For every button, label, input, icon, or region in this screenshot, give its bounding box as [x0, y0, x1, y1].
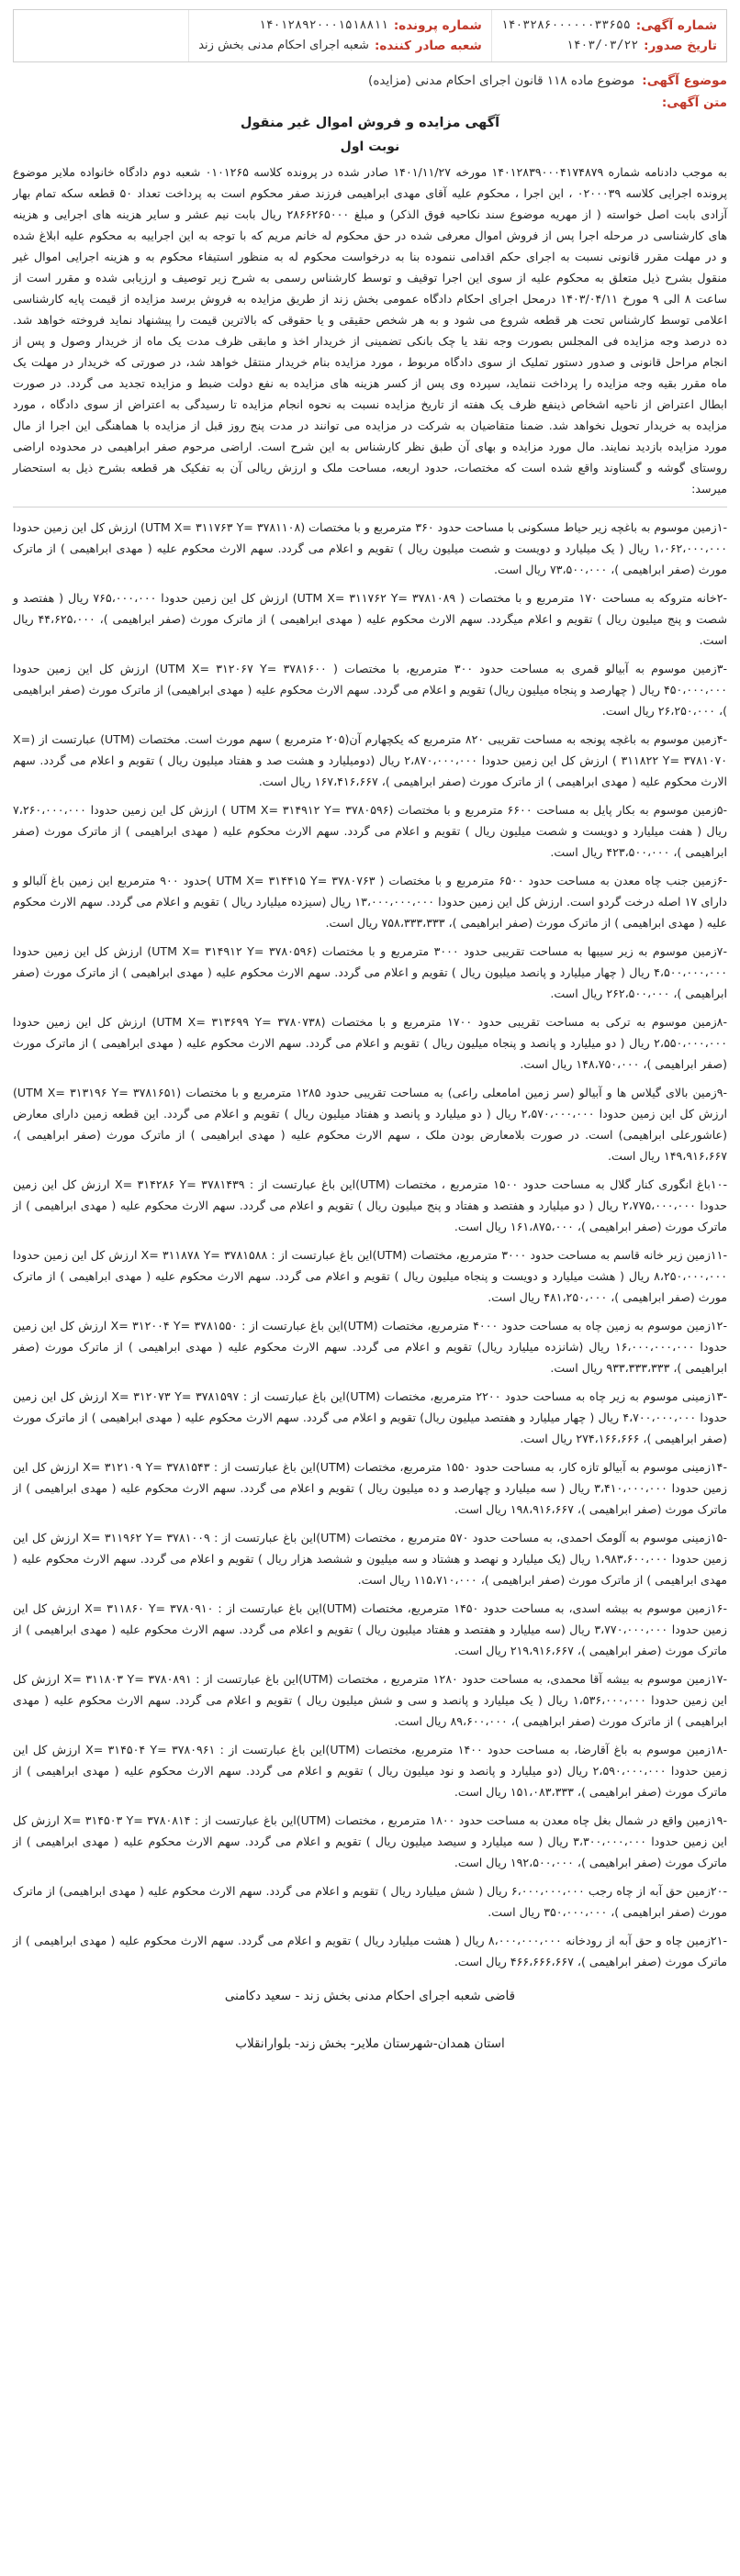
property-item-3: -۳زمین موسوم به آبیالو قمری به مساحت حدود ۳۰۰ مترمربع، با مختصات ( UTM X= ۳۱۲۰۶۷ Y= ۳۷۸۱۶۰۰) ارزش کل این زمین حدودا ۴۵۰،۰۰۰،۰۰۰ ریال ( چهارصد و پنجاه میلیون ریال) تقویم و اعلام می گردد. سهم الارث محکوم علیه ( مهدی ابراهیمی) از ماترک مورث (صفر ابراهیمی )، ۲۶،۲۵۰،۰۰۰ ریال است. — [13, 662, 727, 718]
body-paragraph: به موجب دادنامه شماره ۱۴۰۱۲۸۳۹۰۰۰۴۱۷۴۸۷۹ مورخه ۱۴۰۱/۱۱/۲۷ صادر شده در پرونده کلاسه ۰۱۰۱۲۶۵ شعبه دوم دادگاه خانواده ملایر موضوع پرونده اجرایی کلاسه ۰۲۰۰۰۳۹ ، این اجرا ، محکوم علیه آقای مهدی ابراهیمی فرزند صفر محکوم است به پرداخت تعداد ۵۰ قطعه سکه تمام بهار آزادی بابت اصل خواسته ( از مهریه موضوع سند نکاحیه فوق الذکر) و مبلغ ۲۸۶۶۲۶۵۰۰۰ ریال بابت نیم عشر و سایر هزینه های اجرایی و هزینه های کارشناسی در مرحله اجرا پس از فروش اموال معرفی شده در حق محکوم له خانم مریم که با توجه به این اجراییه به محکوم علیه ابلاغ شده و در مهلت مقرر قانونی نسبت به اجرای حکم اقدامی ننموده بنا به درخواست محکوم له به منظور استیفاء محکوم به و هزینه اجرایی اموال غیر منقول بشرح ذیل متعلق به محکوم علیه از سوی این اجرا توقیف و توسط کارشناس رسمی به شرح زیر توصیف و ارزیابی شده و مقرر است از ساعت ۸ الی ۹ مورخ ۱۴۰۳/۰۴/۱۱ درمحل اجرای احکام دادگاه عمومی بخش زند از طریق مزایده به فروش برسد مزایده از قیمت پایه کارشناسی اعلامی توسط کارشناس تحت هر قطعه شروع می شود و به هر شخص حقیقی و یا حقوقی که بالاترین قیمت را پیشنهاد نماید فروخته خواهد شد. ده درصد وجه مزایده فی المجلس بصورت وجه نقد یا چک بانکی تضمینی از خریدار اخذ و مابقی ظرف مدت یک ماه از خریدار وصول و پس از انجام مراحل قانونی و صدور دستور تملیک از سوی دادگاه مربوط ، مورد مزایده بنام خریدار منتقل خواهد شد، در صورتی که خریدار در مهلت یک ماه مقرر بقیه وجه مزایده را پرداخت ننماید، سپرده وی پس از کسر هزینه های مزایده به نفع دولت ضبط و مزایده تجدید می گردد. در صورت ابطال اعتراض از ناحیه اشخاص ذینفع ظرف یک هفته از تاریخ مزایده نسبت به نحوه انجام مزایده تا رسیدگی به اعتراض از سوی دادگاه ، مورد مزایده به خریدار تحویل نخواهد شد. ضمنا متقاضیان به شرکت در مزایده می توانند در مدت پنج روز قبل از مزایده با هماهنگی این اجرا از مال مورد مزایده بازدید نمایند. مال مورد مزایده و بهای آن طبق نظر کارشناس به این شرح است. اراضی مرحوم صفر ابراهیمی در محدوده اراضی روستای گوشه و گسناوند واقع شده است که مختصات، حدود اربعه، مساحت ملک و ارزش ریالی آن به تفکیک هر قطعه بشرح ذیل به استحضار میرسد: — [13, 165, 728, 496]
property-item-11: -۱۱زمین زیر خانه قاسم به مساحت حدود ۳۰۰۰ مترمربع، مختصات (UTM)این باغ عبارتست از : X= ۳۱۱۸۷۸ Y= ۳۷۸۱۵۸۸ ارزش کل این زمین حدودا ۸،۲۵۰،۰۰۰،۰۰۰ ریال ( هشت میلیارد و دویست و پنجاه میلیون ریال ) تقویم و اعلام می گردد. سهم الارث محکوم علیه ( مهدی ابراهیمی ) از ماترک مورث (صفر ابراهیمی )، ۴۸۱،۲۵۰،۰۰۰ ریال است. — [13, 1248, 727, 1304]
header-col-case — [188, 10, 491, 61]
notice-header — [13, 9, 727, 62]
property-item-21: -۲۱زمین چاه و حق آبه از رودخانه ۸،۰۰۰،۰۰۰،۰۰۰ ریال ( هشت میلیارد ریال ) تقویم و اعلام می گردد. سهم الارث محکوم علیه ( مهدی ابراهیمی ) از ماترک مورث (صفر ابراهیمی )، ۴۶۶،۶۶۶،۶۶۷ ریال است. — [13, 1934, 727, 1968]
issue-date: ۱۴۰۳/۰۳/۲۲ — [566, 39, 639, 52]
branch-label: شعبه صادر کننده: — [374, 39, 482, 53]
property-item-18: -۱۸زمین موسوم به باغ آقارضا، به مساحت حدود ۱۴۰۰ مترمربع، مختصات (UTM)این باغ عبارتست از : X= ۳۱۴۵۰۴ Y= ۳۷۸۰۹۶۱ ارزش کل این زمین حدودا ۲،۵۹۰،۰۰۰،۰۰۰ ریال (دو میلیارد و پانصد و نود میلیون ریال ) تقویم و اعلام می گردد. سهم الارث محکوم علیه ( مهدی ابراهیمی ) از ماترک مورث (صفر ابراهیمی )، ۱۵۱،۰۸۳،۳۳۳ ریال است. — [13, 1743, 727, 1799]
notice-number: ۱۴۰۳۲۸۶۰۰۰۰۰۰۳۳۶۵۵ — [500, 18, 631, 32]
property-list — [13, 517, 727, 1972]
property-item-4: -۴زمین موسوم به باغچه پونجه به مساحت تقریبی ۸۲۰ مترمربع که یکچهارم آن(۲۰۵ مترمربع ) سهم مورث است. مختصات (UTM) عبارتست از (X= ۳۱۱۸۲۲ Y= ۳۷۸۱۰۷۰ ) ارزش کل این زمین حدودا ۲،۸۷۰،۰۰۰،۰۰۰ ریال (دومیلیارد و هشت صد و هفتاد میلیون ریال ) تقویم و اعلام می گردد. سهم الارث محکوم علیه ( مهدی ابراهیمی ) از ماترک مورث (صفر ابراهیمی )، ۱۶۷،۴۱۶،۶۶۷ ریال است. — [13, 732, 728, 788]
subject-label: موضوع آگهی: — [642, 73, 727, 88]
property-item-2: -۲خانه متروکه به مساحت ۱۷۰ مترمربع و با مختصات ( UTM X= ۳۱۱۷۶۲ Y= ۳۷۸۱۰۸۹) ارزش کل این زمین حدودا ۷۶۵،۰۰۰،۰۰۰ ریال ( هفتصد و شصت و پنج میلیون ریال ) تقویم و اعلام میگردد. سهم الارث محکوم علیه ( مهدی ابراهیمی ) از ماترک مورث (صفر ابراهیمی )، ۴۴،۶۲۵،۰۰۰ ریال است. — [13, 591, 728, 647]
property-item-8: -۸زمین موسوم به ترکی به مساحت تقریبی حدود ۱۷۰۰ مترمربع و با مختصات (UTM X= ۳۱۳۶۹۹ Y= ۳۷۸۰۷۳۸) ارزش کل این زمین حدودا ۲،۵۵۰،۰۰۰،۰۰۰ ریال ( دو میلیارد و پانصد و پنجاه میلیون ریال ) تقویم و اعلام می گردد. سهم الارث محکوم علیه ( مهدی ابراهیمی ) از ماترک مورث (صفر ابراهیمی )، ۱۴۸،۷۵۰،۰۰۰ ریال است. — [13, 1015, 727, 1071]
notice-number-row — [501, 16, 717, 36]
property-item-13: -۱۳زمینی موسوم به زیر چاه به مساحت حدود ۲۲۰۰ مترمربع، مختصات (UTM)این باغ عبارتست از : X= ۳۱۲۰۷۳ Y= ۳۷۸۱۵۹۷ ارزش کل این زمین حدودا ۴،۷۰۰،۰۰۰،۰۰۰ ریال ( چهار میلیارد و هفتصد میلیون ریال) تقویم و اعلام می گردد. سهم الارث محکوم علیه ( مهدی ابراهیمی ) از ماترک مورث (صفر ابراهیمی )، ۲۷۴،۱۶۶،۶۶۶ ریال است. — [13, 1389, 727, 1445]
property-item-1: -۱زمین موسوم به باغچه زیر حیاط مسکونی با مساحت حدود ۳۶۰ مترمربع و با مختصات (UTM X= ۳۱۱۷۶۳ Y= ۳۷۸۱۱۰۸) ارزش کل این زمین حدودا ۱،۰۶۲،۰۰۰،۰۰۰ ریال ( یک میلیارد و دویست و شصت میلیون ریال ) تقویم و اعلام می گردد. سهم الارث محکوم علیه ( مهدی ابراهیمی ) از ماترک مورث (صفر ابراهیمی )، ۷۳،۵۰۰،۰۰۰ ریال است. — [13, 520, 728, 576]
case-number-row — [198, 16, 482, 36]
property-item-17: -۱۷زمین موسوم به بیشه آقا محمدی، به مساحت حدود ۱۲۸۰ مترمربع ، مختصات (UTM)این باغ عبارتست از : X= ۳۱۱۸۰۳ Y= ۳۷۸۰۸۹۱ ارزش کل این زمین حدودا ۱،۵۳۶،۰۰۰،۰۰۰ ریال ( یک میلیارد و پانصد و سی و شش میلیون ریال ) تقویم و اعلام می گردد. سهم الارث محکوم علیه ( مهدی ابراهیمی ) از ماترک مورث (صفر ابراهیمی )، ۸۹،۶۰۰،۰۰۰ ریال است. — [13, 1672, 728, 1728]
property-item-9: -۹زمین بالای گیلاس ها و آبیالو (سر زمین امامعلی راعی) به مساحت تقریبی حدود ۱۲۸۵ مترمربع و با مختصات (UTM X= ۳۱۳۱۹۶ Y= ۳۷۸۱۶۵۱) ارزش کل این زمین حدودا ۲،۵۷۰،۰۰۰،۰۰۰ ریال ( دو میلیارد و پانصد و هفتاد میلیون ریال ) تقویم و اعلام می گردد. این قطعه زمین دارای معارض (عاشورعلی ابراهیمی) است. در صورت بلامعارض بودن ملک ، سهم الارث محکوم علیه ( مهدی ابراهیمی ) از ماترک مورث (صفر ابراهیمی )، ۱۴۹،۹۱۶،۶۶۷ ریال است. — [13, 1086, 728, 1163]
court-address: استان همدان-شهرستان ملایر- بخش زند- بلوارانقلاب — [235, 2036, 505, 2051]
text-label: متن آگهی: — [661, 95, 727, 110]
subject-block — [13, 70, 727, 114]
property-item-16: -۱۶زمین موسوم به بیشه اسدی، به مساحت حدود ۱۴۵۰ مترمربع، مختصات (UTM)این باغ عبارتست از : X= ۳۱۱۸۶۰ Y= ۳۷۸۰۹۱۰ ارزش کل این زمین حدودا ۳،۷۷۰،۰۰۰،۰۰۰ ریال (سه میلیارد و هفتصد و هفتاد میلیون ریال ) تقویم و اعلام می گردد. سهم الارث محکوم علیه ( مهدی ابراهیمی ) از ماترک مورث (صفر ابراهیمی )، ۲۱۹،۹۱۶،۶۶۷ ریال است. — [13, 1601, 727, 1657]
text-label-row — [13, 92, 727, 114]
property-item-6: -۶زمین جنب چاه معدن به مساحت حدود ۶۵۰۰ مترمربع و با مختصات ( UTM X= ۳۱۴۴۱۵ Y= ۳۷۸۰۷۶۳ )حدود ۹۰۰ مترمربع این زمین باغ آلبالو و دارای ۱۷ اصله درخت گردو است. ارزش کل این زمین حدودا ۱۳،۰۰۰،۰۰۰،۰۰۰ ریال (سیزده میلیارد ریال ) تقویم و اعلام می گردد. سهم الارث محکوم علیه ( مهدی ابراهیمی ) از ماترک مورث (صفر ابراهیمی )، ۷۵۸،۳۳۳،۳۳۳ ریال است. — [13, 874, 727, 930]
property-item-14: -۱۴زمینی موسوم به آبیالو تازه کار، به مساحت حدود ۱۵۵۰ مترمربع، مختصات (UTM)این باغ عبارتست از : X= ۳۱۲۱۰۹ Y= ۳۷۸۱۵۴۳ ارزش کل این زمین حدودا ۳،۴۱۰،۰۰۰،۰۰۰ ریال ( سه میلیارد و چهارصد و ده میلیون ریال ) تقویم و اعلام می گردد. سهم الارث محکوم علیه ( مهدی ابراهیمی ) از ماترک مورث (صفر ابراهیمی )، ۱۹۸،۹۱۶،۶۶۷ ریال است. — [13, 1460, 727, 1516]
notice-number-label: شماره آگهی: — [635, 18, 717, 33]
issue-date-label: تاریخ صدور: — [644, 39, 717, 53]
branch-row — [198, 36, 482, 56]
branch-name: شعبه اجرای احکام مدنی بخش زند — [198, 39, 369, 52]
property-item-5: -۵زمین موسوم به بکار پایل به مساحت ۶۶۰۰ مترمربع و با مختصات (UTM X= ۳۱۴۹۱۲ Y= ۳۷۸۰۵۹۶ ) ارزش کل این زمین حدودا ۷،۲۶۰،۰۰۰،۰۰۰ ریال ( هفت میلیارد و دویست و شصت میلیون ریال ) تقویم و اعلام می گردد. سهم الارث محکوم علیه ( مهدی ابراهیمی ) از ماترک مورث (صفر ابراهیمی )، ۴۲۳،۵۰۰،۰۰۰ ریال است. — [13, 803, 727, 859]
subject-value: موضوع ماده ۱۱۸ قانون اجرای احکام مدنی (مزایده) — [368, 73, 635, 88]
property-item-12: -۱۲زمین موسوم به زمین چاه به مساحت حدود ۴۰۰۰ مترمربع، مختصات (UTM)این باغ عبارتست از : X= ۳۱۲۰۰۴ Y= ۳۷۸۱۵۵۰ ارزش کل این زمین حدودا ۱۶،۰۰۰،۰۰۰،۰۰۰ ریال (شانزده میلیارد ریال) تقویم و اعلام می گردد. سهم الارث محکوم علیه ( مهدی ابراهیمی ) از ماترک مورث (صفر ابراهیمی )، ۹۳۳،۳۳۳،۳۳۳ ریال است. — [13, 1319, 727, 1375]
property-item-7: -۷زمین موسوم به زیر سیبها به مساحت تقریبی حدود ۳۰۰۰ مترمربع و با مختصات (UTM X= ۳۱۴۹۱۲ Y= ۳۷۸۰۵۹۶) ارزش کل این زمین حدودا ۴،۵۰۰،۰۰۰،۰۰۰ ریال ( چهار میلیارد و پانصد میلیون ریال ) تقویم و اعلام می گردد. سهم الارث محکوم علیه ( مهدی ابراهیمی ) از ماترک مورث (صفر ابراهیمی )، ۲۶۲،۵۰۰،۰۰۰ ریال است. — [13, 944, 727, 1000]
header-col-notice — [491, 10, 726, 61]
header-col-empty — [14, 10, 188, 61]
property-item-19: -۱۹زمین واقع در شمال بغل چاه معدن به مساحت حدود ۱۸۰۰ مترمربع ، مختصات (UTM)این باغ عبارتست از : X= ۳۱۴۵۰۳ Y= ۳۷۸۰۸۱۴ ارزش کل این زمین حدودا ۳،۳۰۰،۰۰۰،۰۰۰ ریال ( سه میلیارد و سیصد میلیون ریال ) تقویم و اعلام می گردد. سهم الارث محکوم علیه ( مهدی ابراهیمی ) از ماترک مورث (صفر ابراهیمی )، ۱۹۲،۵۰۰،۰۰۰ ریال است. — [13, 1813, 727, 1869]
auction-round: نوبت اول — [340, 139, 400, 154]
property-item-10: -۱۰باغ انگوری کنار گلال به مساحت حدود ۱۵۰۰ مترمربع ، مختصات (UTM)این باغ عبارتست از : X= ۳۱۴۲۸۶ Y= ۳۷۸۱۴۳۹ ارزش کل این زمین حدودا ۲،۷۷۵،۰۰۰،۰۰۰ ریال ( دو میلیارد و هفتصد و هفتاد و پنج میلیون ریال ) تقویم و اعلام می گردد. سهم الارث محکوم علیه ( مهدی ابراهیمی ) از ماترک مورث (صفر ابراهیمی )، ۱۶۱،۸۷۵،۰۰۰ ریال است. — [13, 1177, 727, 1233]
case-number-label: شماره پرونده: — [393, 18, 482, 33]
subject-row — [13, 70, 727, 92]
case-number: ۱۴۰۱۲۸۹۲۰۰۰۱۵۱۸۸۱۱ — [258, 18, 388, 32]
property-item-15: -۱۵زمینی موسوم به آلومک احمدی، به مساحت حدود ۵۷۰ مترمربع ، مختصات (UTM)این باغ عبارتست از : X= ۳۱۱۹۶۲ Y= ۳۷۸۱۰۰۹ ارزش کل این زمین حدودا ۱،۹۸۳،۶۰۰،۰۰۰ ریال (یک میلیارد و نهصد و هشتاد و سه میلیون و ششصد هزار ریال ) تقویم و اعلام می گردد. سهم الارث محکوم علیه ( مهدی ابراهیمی ) از ماترک مورث (صفر ابراهیمی )، ۱۱۵،۷۱۰،۰۰۰ ریال است. — [13, 1531, 727, 1587]
property-item-20: -۲۰زمین حق آبه از چاه رجب ۶،۰۰۰،۰۰۰،۰۰۰ ریال ( شش میلیارد ریال ) تقویم و اعلام می گردد. سهم الارث محکوم علیه ( مهدی ابراهیمی) از ماترک مورث (صفر ابراهیمی )، ۳۵۰،۰۰۰،۰۰۰ ریال است. — [13, 1884, 727, 1919]
ad-title: آگهی مزایده و فروش اموال غیر منقول — [240, 116, 500, 130]
judge-signature: قاضی شعبه اجرای احکام مدنی بخش زند - سعید دکامنی — [224, 1989, 516, 2003]
issue-date-row — [501, 36, 717, 56]
